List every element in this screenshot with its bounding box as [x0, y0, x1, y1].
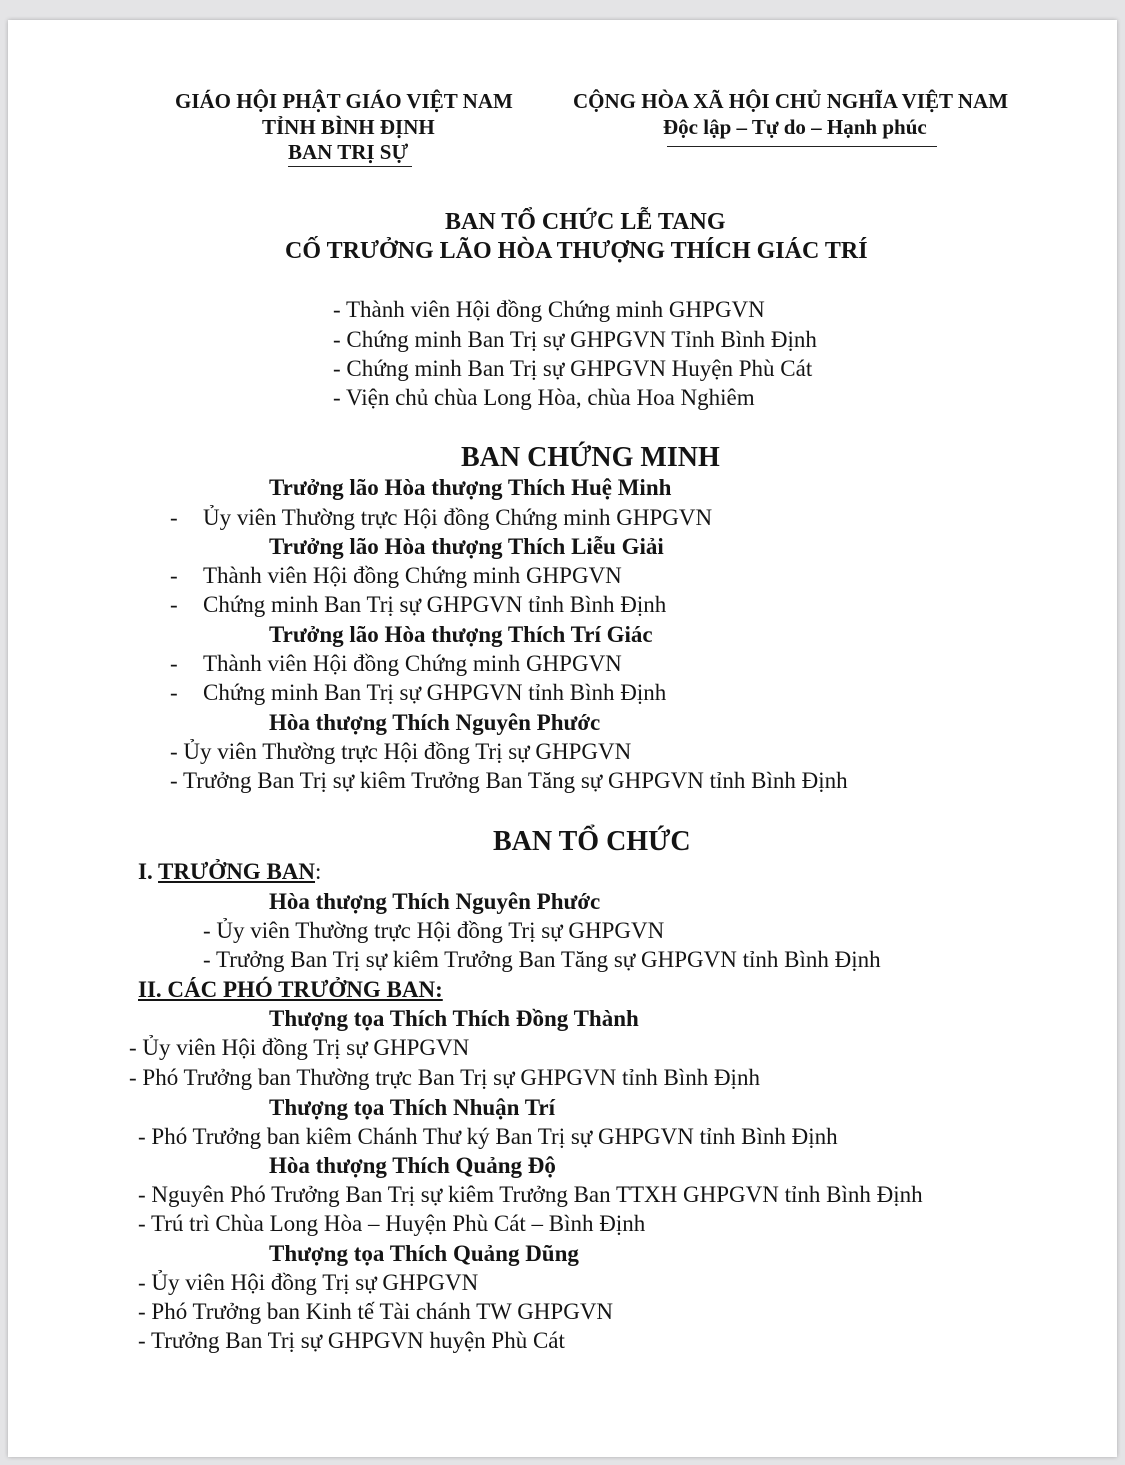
member-role: - Trưởng Ban Trị sự kiêm Trưởng Ban Tăng sự GHPGVN tỉnh Bình Định [170, 768, 848, 793]
member-name: Thượng tọa Thích Nhuận Trí [269, 1095, 556, 1120]
bullet: - [170, 505, 178, 530]
member-name: Thượng tọa Thích Quảng Dũng [269, 1241, 579, 1266]
doc-subtitle: CỐ TRƯỞNG LÃO HÒA THƯỢNG THÍCH GIÁC TRÍ [285, 238, 868, 264]
member-role: - Trưởng Ban Trị sự kiêm Trưởng Ban Tăng sự GHPGVN tỉnh Bình Định [203, 947, 881, 972]
member-name: Trưởng lão Hòa thượng Thích Liễu Giải [269, 534, 664, 559]
section-heading-chung-minh: BAN CHỨNG MINH [461, 442, 720, 473]
truong-ban-label [138, 860, 321, 883]
member-role: Thành viên Hội đồng Chứng minh GHPGVN [203, 651, 622, 676]
document-page [8, 20, 1117, 1457]
pho-truong-ban-label: II. CÁC PHÓ TRƯỞNG BAN: [138, 977, 443, 1002]
member-name: Trưởng lão Hòa thượng Thích Huệ Minh [269, 475, 672, 500]
intro-item: - Chứng minh Ban Trị sự GHPGVN Huyện Phù Cát [333, 356, 813, 381]
intro-item: - Viện chủ chùa Long Hòa, chùa Hoa Nghiêm [333, 385, 755, 410]
member-role: - Ủy viên Hội đồng Trị sự GHPGVN [129, 1035, 470, 1060]
truong-ban-title: TRƯỞNG BAN [158, 859, 316, 884]
country-name: CỘNG HÒA XÃ HỘI CHỦ NGHĨA VIỆT NAM [573, 89, 1009, 113]
intro-item: - Chứng minh Ban Trị sự GHPGVN Tỉnh Bình Định [333, 327, 817, 352]
bullet: - [170, 680, 178, 705]
member-name: Hòa thượng Thích Quảng Độ [269, 1153, 556, 1178]
motto-underline [667, 146, 937, 147]
member-role: - Phó Trưởng ban kiêm Chánh Thư ký Ban Trị sự GHPGVN tỉnh Bình Định [138, 1124, 838, 1149]
truong-ban-prefix: I. [138, 859, 159, 884]
section-heading-to-chuc: BAN TỔ CHỨC [493, 826, 691, 857]
org-underline [288, 166, 412, 167]
member-name: Hòa thượng Thích Nguyên Phước [269, 710, 601, 735]
member-role: - Ủy viên Hội đồng Trị sự GHPGVN [138, 1270, 479, 1295]
member-role: - Trú trì Chùa Long Hòa – Huyện Phù Cát – Bình Định [138, 1211, 646, 1236]
country-motto: Độc lập – Tự do – Hạnh phúc [663, 115, 927, 139]
org-unit: BAN TRỊ SỰ [288, 140, 409, 164]
intro-item: - Thành viên Hội đồng Chứng minh GHPGVN [333, 297, 765, 322]
member-role: - Ủy viên Thường trực Hội đồng Trị sự GHPGVN [203, 918, 665, 943]
bullet: - [170, 592, 178, 617]
member-role: Chứng minh Ban Trị sự GHPGVN tỉnh Bình Định [203, 680, 667, 705]
org-province: TỈNH BÌNH ĐỊNH [262, 115, 435, 139]
member-role: - Phó Trưởng ban Thường trực Ban Trị sự GHPGVN tỉnh Bình Định [129, 1065, 760, 1090]
member-role: Ủy viên Thường trực Hội đồng Chứng minh GHPGVN [203, 505, 713, 530]
bullet: - [170, 563, 178, 588]
member-role: Thành viên Hội đồng Chứng minh GHPGVN [203, 563, 622, 588]
member-role: - Trưởng Ban Trị sự GHPGVN huyện Phù Cát [138, 1328, 565, 1353]
member-role: Chứng minh Ban Trị sự GHPGVN tỉnh Bình Định [203, 592, 667, 617]
doc-title: BAN TỔ CHỨC LỄ TANG [445, 209, 726, 235]
member-role: - Nguyên Phó Trưởng Ban Trị sự kiêm Trưởng Ban TTXH GHPGVN tỉnh Bình Định [138, 1182, 923, 1207]
org-name: GIÁO HỘI PHẬT GIÁO VIỆT NAM [175, 89, 513, 113]
member-role: - Phó Trưởng ban Kinh tế Tài chánh TW GHPGVN [138, 1299, 614, 1324]
member-name: Hòa thượng Thích Nguyên Phước [269, 889, 601, 914]
bullet: - [170, 651, 178, 676]
truong-ban-colon: : [315, 859, 322, 884]
member-name: Trưởng lão Hòa thượng Thích Trí Giác [269, 622, 653, 647]
member-name: Thượng tọa Thích Thích Đồng Thành [269, 1006, 639, 1031]
member-role: - Ủy viên Thường trực Hội đồng Trị sự GHPGVN [170, 739, 632, 764]
